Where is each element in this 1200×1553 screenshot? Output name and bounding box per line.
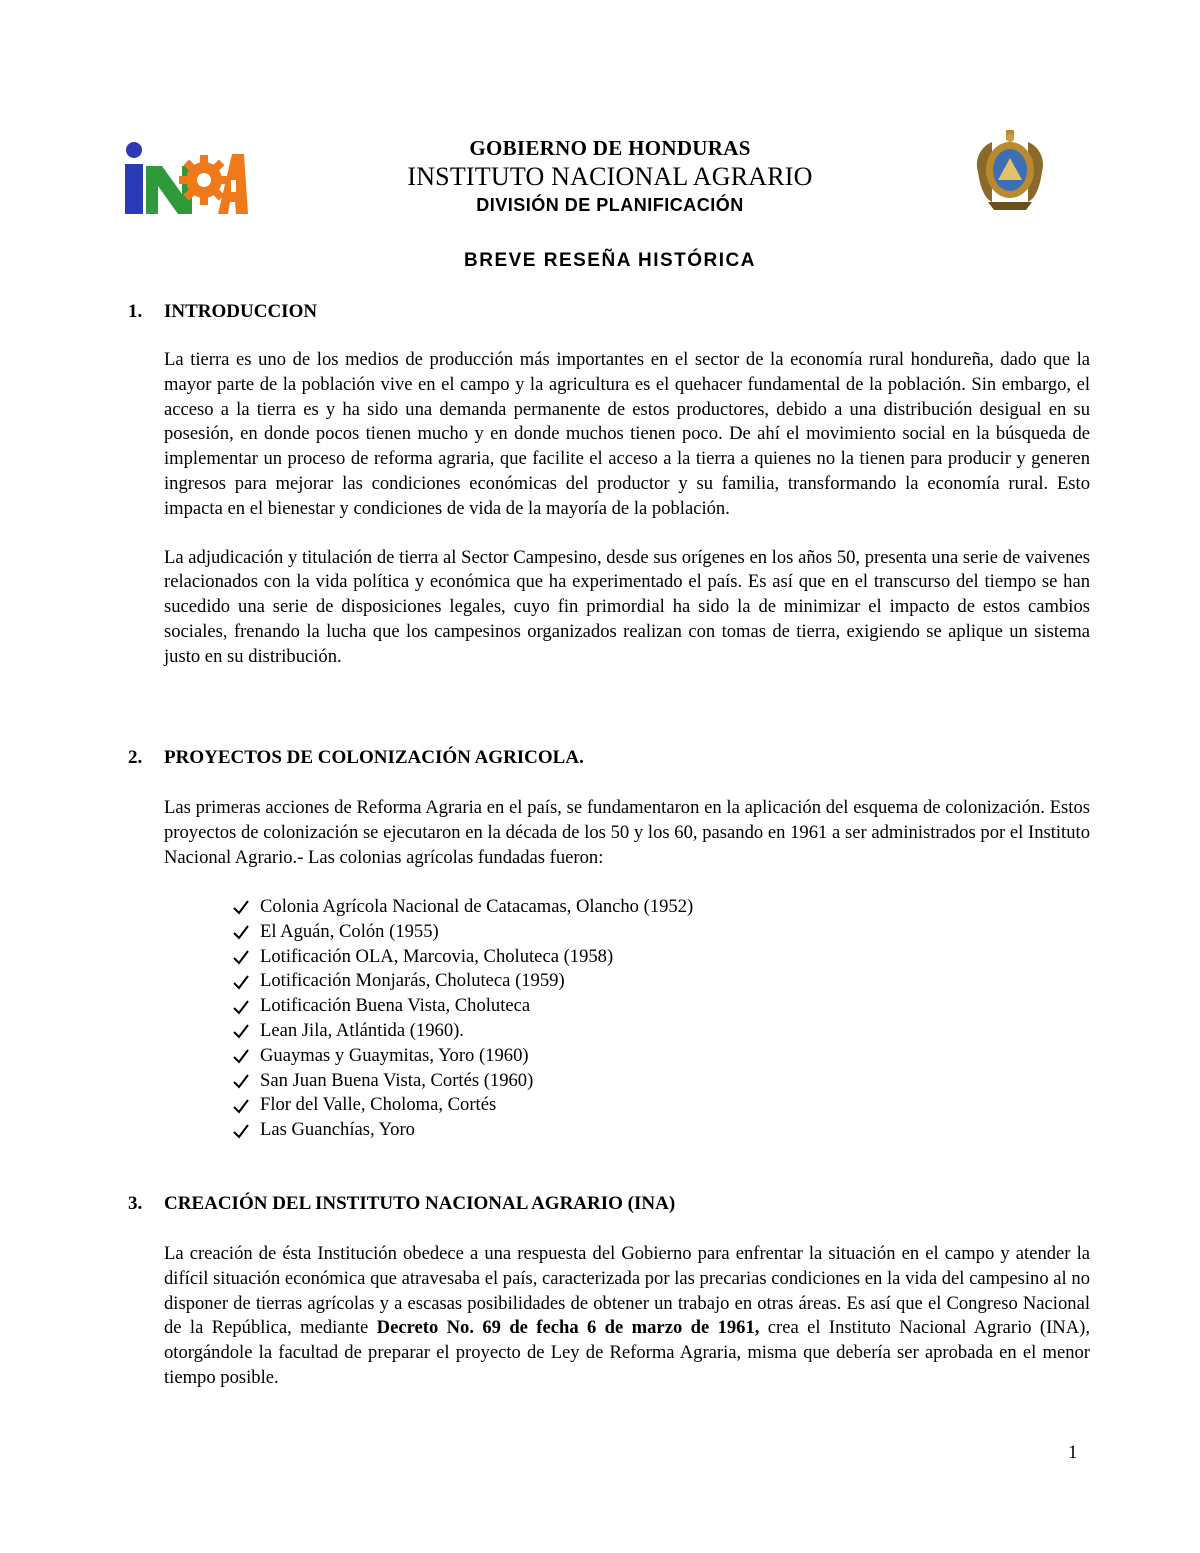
ina-logo [122,140,248,216]
colonization-paragraph-1: Las primeras acciones de Reforma Agraria en el país, se fundamentaron en la aplicación del esquema de colonización. Estos proyectos de colonización se ejecutaron en la década de los 50 y los 60, pasando en 1961 a ser administrados por el Instituto Nacional Agrario.- Las colonias agrícolas fundadas fueron: [164,797,1090,868]
list-item [232,969,693,994]
section-heading [128,1193,1090,1215]
list-item [232,1044,693,1069]
list-item [232,920,693,945]
intro-paragraphs [128,348,1090,670]
decree-reference: Decreto No. 69 de fecha 6 de marzo de 1961, [376,1317,760,1339]
creation-text-before: La creación de ésta Institución obedece a una respuesta del Gobierno para enfrentar la situación en el campo y atender la difícil situación económica que atravesaba el país, caracterizada por las precarias condiciones en la vida del campesino al no disponer de tierras agrícolas y a escasas posibilidades de obtener un trabajo en otras áreas. Es así que el Congreso Nacional de la República, mediante [164,1243,1090,1339]
list-item [232,895,693,920]
list-item [232,1093,693,1118]
section-colonization [128,747,1090,769]
colony-label: Colonia Agrícola Nacional de Catacamas, Olancho (1952) [260,896,694,917]
list-item [232,945,693,970]
list-item [232,1019,693,1044]
colony-label: Flor del Valle, Choloma, Cortés [260,1094,497,1116]
creation-paragraph-1 [128,1242,1090,1391]
section-introduction [128,301,1090,323]
colony-label: Lotificación Monjarás, Choluteca (1959) [260,970,565,992]
colony-label: Guaymas y Guaymitas, Yoro (1960) [260,1044,529,1066]
list-item [232,1069,693,1094]
section-title: PROYECTOS DE COLONIZACIÓN AGRICOLA. [164,747,584,768]
section-title: CREACIÓN DEL INSTITUTO NACIONAL AGRARIO (INA) [164,1193,676,1214]
list-item [232,1118,693,1143]
checkmark-icon [232,1122,254,1140]
colony-label: Lotificación OLA, Marcovia, Choluteca (1958) [260,945,614,967]
checkmark-icon [232,1047,254,1065]
government-heading: GOBIERNO DE HONDURAS [469,136,751,160]
checkmark-icon [232,973,254,991]
page-number: 1 [1068,1442,1078,1463]
creation-text-after: crea el Instituto Nacional Agrario (INA), otorgándole la facultad de preparar el proyecto de Ley de Reforma Agraria, misma que debería ser aprobada en el menor tiempo posible. [164,1317,1091,1388]
division-heading: DIVISIÓN DE PLANIFICACIÓN [476,195,744,215]
section-title: INTRODUCCION [164,301,318,322]
checkmark-icon [232,998,254,1016]
creation-paragraphs [128,1242,1090,1391]
colony-label: Lotificación Buena Vista, Choluteca [260,995,531,1017]
colony-label: Las Guanchías, Yoro [260,1119,415,1141]
checkmark-icon [232,1072,254,1090]
institute-heading: INSTITUTO NACIONAL AGRARIO [407,162,813,191]
colonization-paragraphs [128,796,1090,870]
section-heading [128,301,1090,323]
checkmark-icon [232,898,254,916]
intro-paragraph-1: La tierra es uno de los medios de producción más importantes en el sector de la economía rural hondureña, dado que la mayor parte de la población vive en el campo y la agricultura es el quehacer fundamental de la población. Sin embargo, el acceso a la tierra es y ha sido una demanda permanente de estos productores, debido a una distribución desigual en su posesión, en donde pocos tienen mucho y en donde muchos tienen poco. De ahí el movimiento social en la búsqueda de implementar un proceso de reforma agraria, que facilite el acceso a la tierra a quienes no la tienen para producir y generen ingresos para mejorar las condiciones económicas del productor y su familia, transformando la economía rural. Esto impacta en el bienestar y condiciones de vida de la mayoría de la población. [164,349,1090,519]
section-number: 2. [128,747,143,768]
intro-paragraph-2: La adjudicación y titulación de tierra al Sector Campesino, desde sus orígenes en los años 50, presenta una serie de vaivenes relacionados con la vida política y económica que ha experimentado el país. Es así que en el transcurso del tiempo se han sucedido una serie de disposiciones legales, cuyo fin primordial ha sido la de minimizar el impacto de estos cambios sociales, frenando la lucha que los campesinos organizados realizan con tomas de tierra, exigiendo se aplique un sistema justo en su distribución. [164,546,1090,667]
document-title: BREVE RESEÑA HISTÓRICA [464,250,756,271]
checkmark-icon [232,948,254,966]
honduras-seal-icon [968,128,1052,212]
colony-label: San Juan Buena Vista, Cortés (1960) [260,1069,534,1091]
section-creation [128,1193,1090,1215]
section-number: 3. [128,1193,143,1214]
colony-label: El Aguán, Colón (1955) [260,920,439,942]
section-heading [128,747,1090,769]
section-number: 1. [128,301,143,322]
checkmark-icon [232,923,254,941]
checkmark-icon [232,1097,254,1115]
colonies-list [232,895,693,1143]
colony-label: Lean Jila, Atlántida (1960). [260,1019,464,1041]
list-item [232,994,693,1019]
checkmark-icon [232,1022,254,1040]
